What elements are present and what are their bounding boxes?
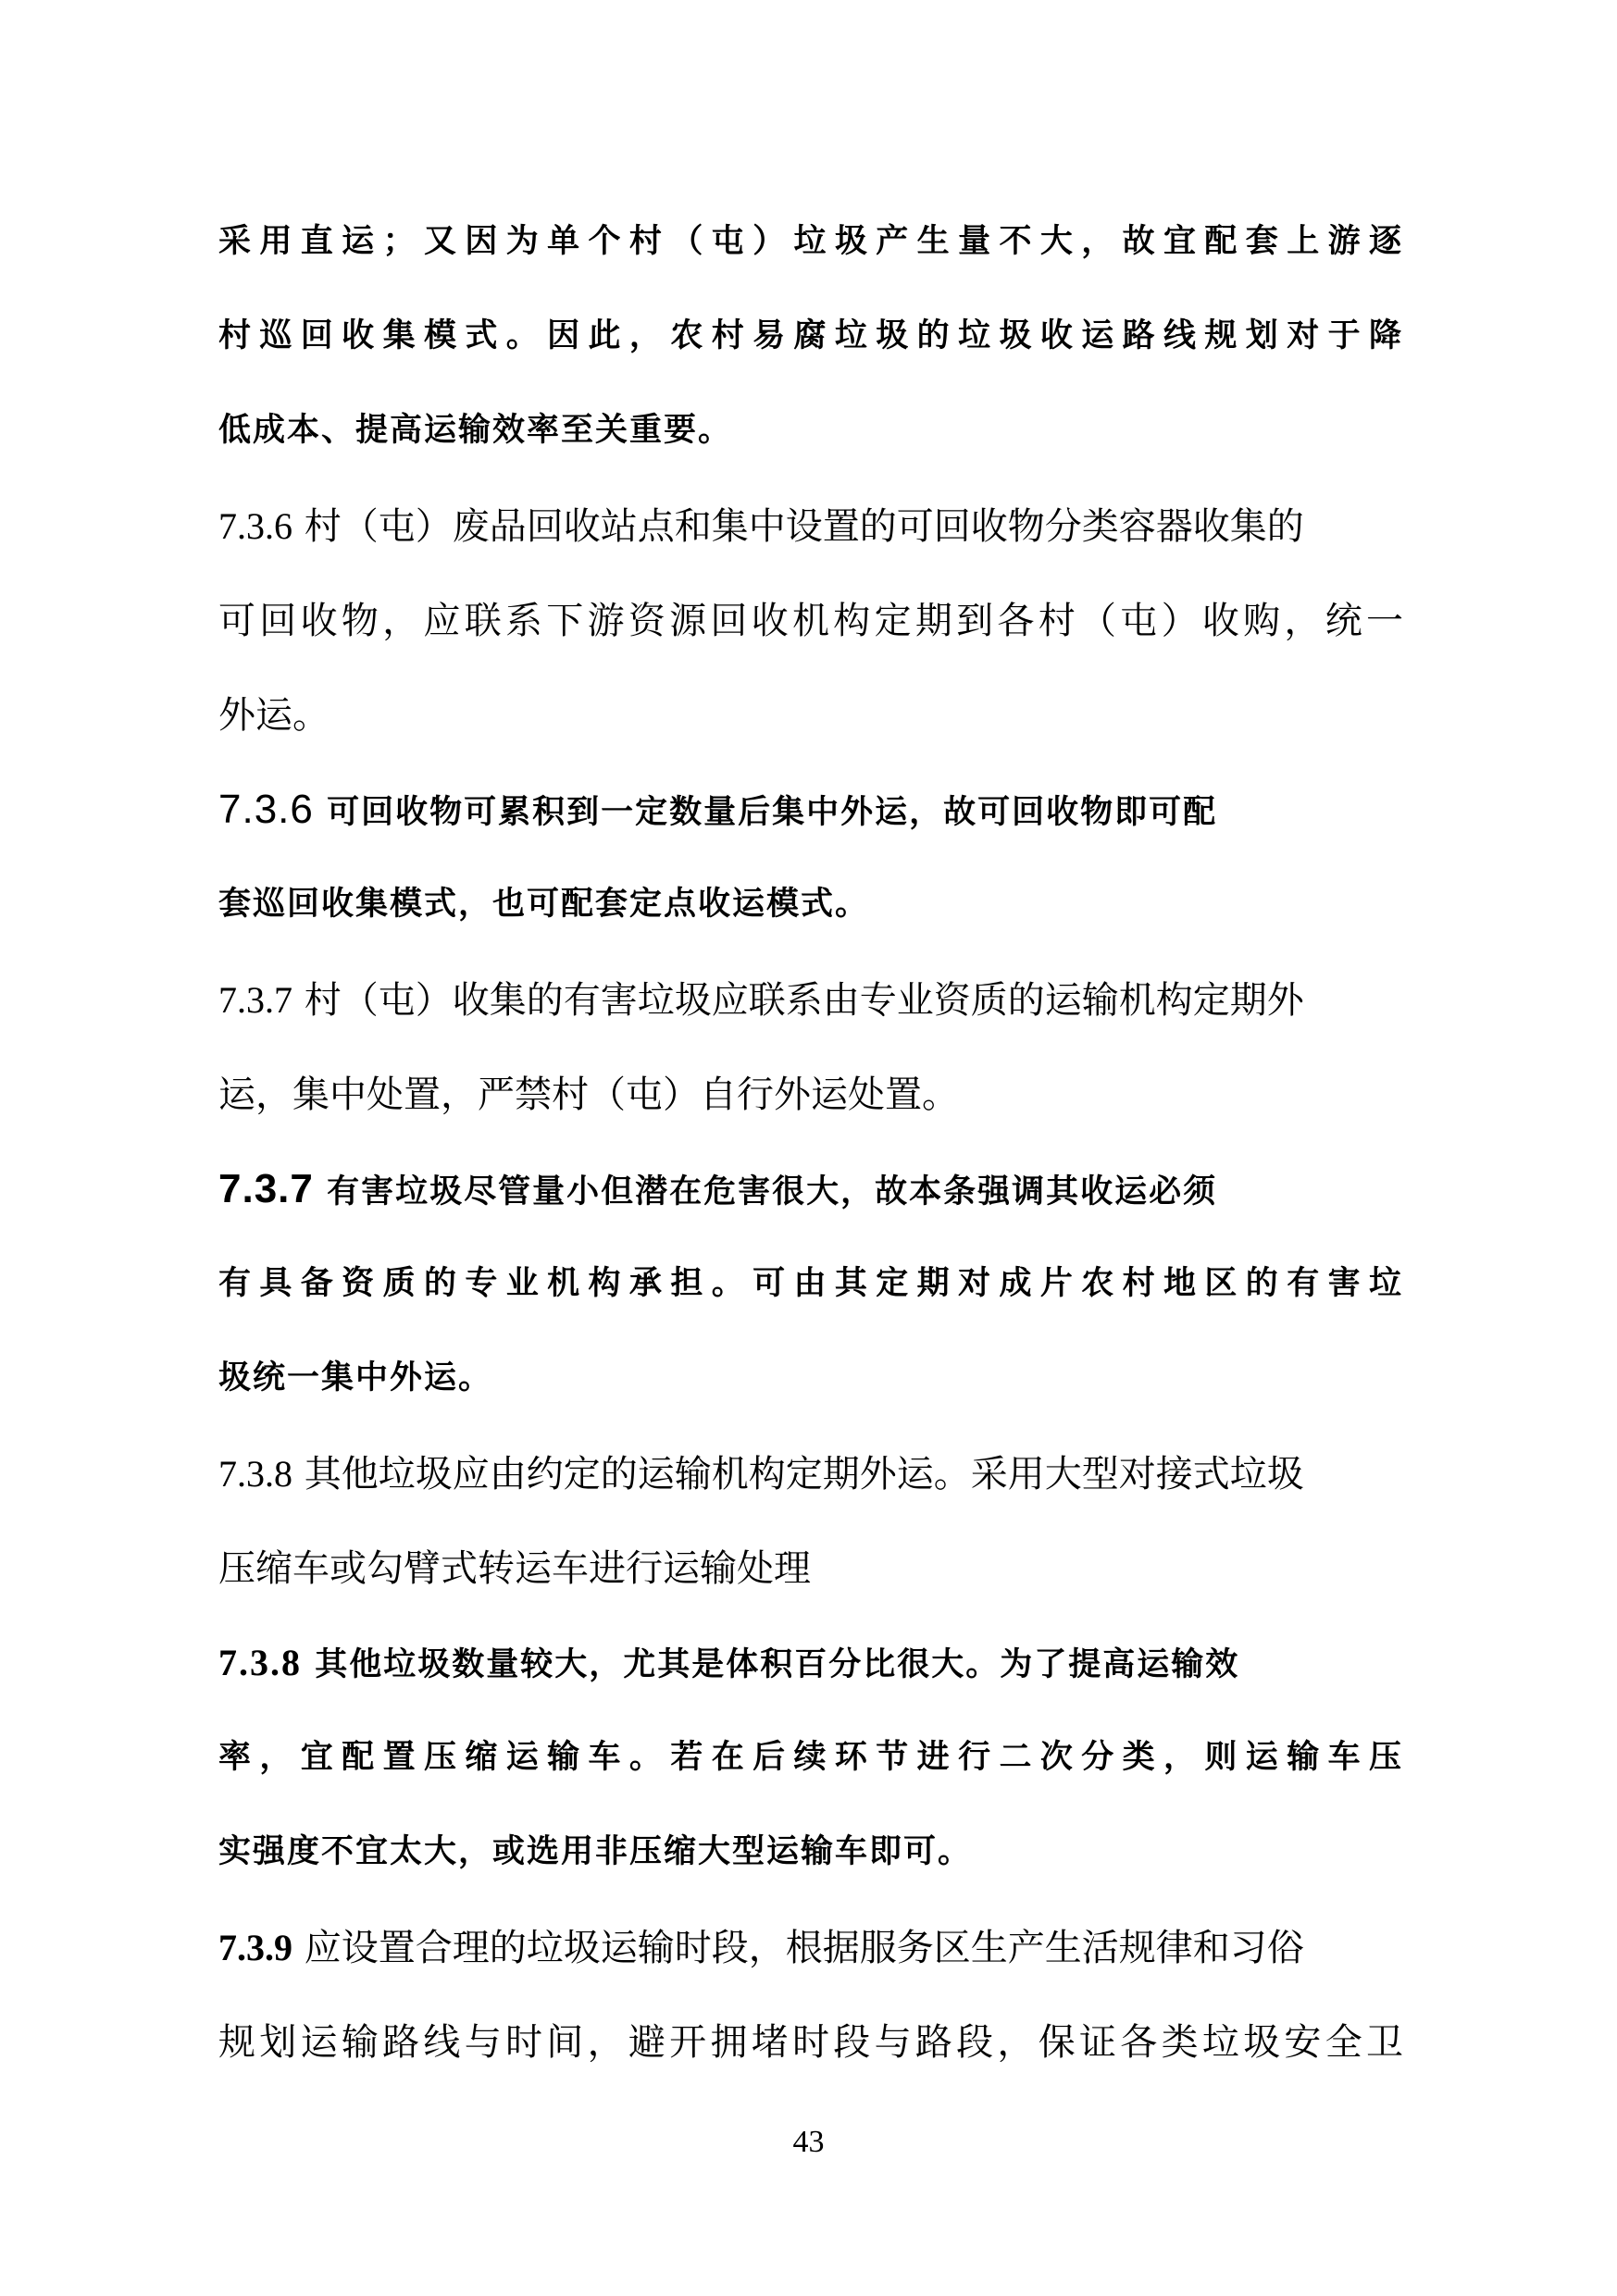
commentary-line	[218, 398, 1403, 463]
line-text: 其他垃圾应由约定的运输机构定期外运。采用大型对接式垃圾	[304, 1453, 1304, 1496]
clause-number: 7.3.9	[218, 1927, 292, 1968]
line-text: 村（屯）收集的有害垃圾应联系由专业资质的运输机构定期外	[304, 979, 1304, 1022]
line-text: 圾统一集中外运。	[218, 1359, 493, 1396]
clause-number: 7.3.7	[218, 979, 292, 1021]
clause-line	[218, 494, 1403, 559]
line-text: 村（屯）废品回收站点和集中设置的可回收物分类容器收集的	[304, 505, 1304, 548]
line-text: 率，宜配置压缩运输车。若在后续环节进行二次分类，则运输车压	[218, 1739, 1403, 1776]
line-text: 实强度不宜太大，或选用非压缩大型运输车即可。	[218, 1833, 973, 1870]
commentary-line	[218, 1631, 1403, 1695]
line-text: 采用直运；又因为单个村（屯）垃圾产生量不大，故宜配套上游逐	[218, 223, 1403, 260]
commentary-line	[218, 1346, 1403, 1410]
clause-line	[218, 683, 1403, 748]
commentary-line	[218, 872, 1403, 937]
clause-line	[218, 1916, 1403, 1980]
clause-line	[218, 589, 1403, 653]
clause-number: 7.3.7	[218, 1166, 314, 1211]
clause-number: 7.3.6	[218, 505, 292, 547]
line-text: 村巡回收集模式。因此，农村易腐垃圾的垃圾收运路线规划对于降	[218, 317, 1403, 354]
line-text: 可回收物，应联系下游资源回收机构定期到各村（屯）收购，统一	[218, 600, 1403, 642]
clause-line	[218, 1442, 1403, 1507]
commentary-line	[218, 304, 1403, 368]
line-text: 低成本、提高运输效率至关重要。	[218, 412, 733, 449]
line-text: 有害垃圾尽管量小但潜在危害很大，故本条强调其收运必须	[327, 1173, 1218, 1210]
commentary-line	[218, 1725, 1403, 1790]
commentary-line	[218, 1819, 1403, 1884]
clause-line	[218, 1062, 1403, 1127]
line-text: 可回收物可累积到一定数量后集中外运，故可回收物即可配	[327, 794, 1218, 831]
clause-line	[218, 1536, 1403, 1601]
line-text: 其他垃圾数量较大，尤其是体积百分比很大。为了提高运输效	[315, 1646, 1240, 1683]
line-text: 规划运输路线与时间，避开拥堵时段与路段，保证各类垃圾安全卫	[218, 2021, 1403, 2064]
line-text: 压缩车或勾臂式转运车进行运输处理	[218, 1547, 811, 1590]
commentary-line	[218, 1251, 1403, 1316]
line-text: 运，集中处置，严禁村（屯）自行外运处置。	[218, 1074, 959, 1116]
line-text: 套巡回收集模式，也可配套定点收运模式。	[218, 886, 870, 923]
clause-number: 7.3.8	[218, 1642, 302, 1683]
clause-line	[218, 968, 1403, 1033]
line-text: 应设置合理的垃圾运输时段，根据服务区生产生活规律和习俗	[304, 1927, 1304, 1969]
commentary-line	[218, 209, 1403, 274]
page-number: 43	[792, 2125, 825, 2159]
clause-line	[218, 2010, 1403, 2075]
commentary-line	[218, 1157, 1403, 1222]
clause-number: 7.3.6	[218, 787, 314, 832]
commentary-line	[218, 777, 1403, 842]
clause-number: 7.3.8	[218, 1453, 292, 1495]
line-text: 有具备资质的专业机构承担。可由其定期对成片农村地区的有害垃	[218, 1265, 1403, 1302]
line-text: 外运。	[218, 694, 330, 737]
